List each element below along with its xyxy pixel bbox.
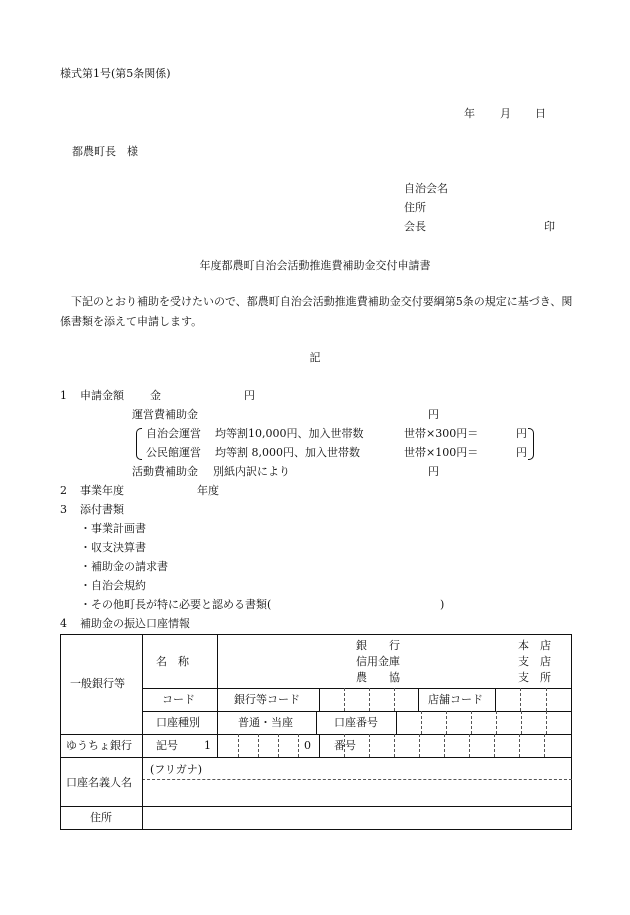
chair-label: 会長 (404, 220, 426, 233)
table-right-border (571, 634, 572, 830)
general-bank-label: 一般銀行等 (70, 677, 125, 690)
attachment-other: ・その他町長が特に必要と認める書類( (80, 598, 272, 611)
form-number: 様式第1号(第5条関係) (60, 67, 171, 80)
body-text: 下記のとおり補助を受けたいので、都農町自治会活動推進費補助金交付要綱第5条の規定に基づき、関係書類を添えて申請します。 (60, 295, 573, 328)
association-name-label: 自治会名 (404, 182, 448, 195)
date-year: 年 (464, 107, 475, 120)
item1-yen: 円 (244, 389, 255, 402)
item2-label: 事業年度 (80, 484, 124, 497)
account-type-label: 口座種別 (156, 716, 200, 729)
operating-subsidy-yen: 円 (428, 408, 439, 421)
row-a-yen: 円 (516, 427, 527, 440)
date-day: 日 (535, 107, 546, 120)
branch-type-branch: 支 店 (518, 655, 551, 668)
item4-label: 補助金の振込口座情報 (80, 617, 190, 630)
account-number-label: 口座番号 (334, 716, 378, 729)
holder-address-label: 住所 (90, 811, 112, 824)
branch-type-sub: 支 所 (518, 671, 551, 684)
item3-label: 添付書類 (80, 503, 124, 516)
attachment-other-close: ) (440, 598, 445, 611)
bank-code-label: 銀行等コード (234, 693, 300, 706)
row-a-households: 世帯×300円＝ (404, 427, 479, 440)
attachment-bylaws: ・自治会規約 (80, 579, 146, 592)
row-a-detail: 均等割10,000円、加入世帯数 (215, 427, 364, 440)
attachment-invoice: ・補助金の請求書 (80, 560, 168, 573)
furigana-label: (フリガナ) (150, 763, 203, 776)
seal-mark: 印 (544, 220, 555, 233)
activity-subsidy-label: 活動費補助金 (132, 465, 198, 478)
item3-number: 3 (60, 503, 67, 516)
bank-account-table (60, 634, 572, 830)
right-bracket (528, 428, 534, 460)
item2-suffix: 年度 (197, 484, 219, 497)
date-month: 月 (500, 107, 511, 120)
kigo-last-digit: 0 (304, 739, 311, 752)
item1-label: 申請金額 (80, 389, 124, 402)
addressee: 都農町長 様 (72, 145, 138, 158)
activity-subsidy-yen: 円 (428, 465, 439, 478)
attachment-settlement: ・収支決算書 (80, 541, 146, 554)
activity-subsidy-detail: 別紙内訳により (213, 465, 290, 478)
kigo-label: 記号 (156, 739, 178, 752)
row-a-label: 自治会運営 (146, 427, 201, 440)
row-b-yen: 円 (516, 446, 527, 459)
code-label: コード (162, 693, 195, 706)
bango-label: 番号 (334, 739, 356, 752)
item4-number: 4 (60, 617, 67, 630)
account-type-value: 普通・当座 (238, 716, 293, 729)
branch-type-main: 本 店 (518, 639, 551, 652)
row-b-label: 公民館運営 (146, 446, 201, 459)
branch-code-label: 店舗コード (428, 693, 483, 706)
kigo-first-digit: 1 (204, 739, 211, 752)
item2-number: 2 (60, 484, 67, 497)
left-bracket (136, 428, 142, 460)
table-bottom-border (60, 829, 572, 830)
address-label: 住所 (404, 201, 426, 214)
document-title: 年度都農町自治会活動推進費補助金交付申請書 (199, 259, 431, 272)
bank-type-bank: 銀 行 (356, 639, 400, 652)
yucho-bank-label: ゆうちょ銀行 (66, 739, 132, 752)
bank-name-label: 名 称 (156, 655, 189, 668)
attachment-business-plan: ・事業計画書 (80, 522, 146, 535)
table-left-border (60, 634, 61, 830)
ki-label: 記 (309, 351, 321, 364)
row-b-households: 世帯×100円＝ (404, 446, 479, 459)
item1-number: 1 (60, 389, 67, 402)
row-b-detail: 均等割 8,000円、加入世帯数 (215, 446, 360, 459)
table-top-border (60, 634, 572, 635)
bank-type-shinkin: 信用金庫 (356, 655, 400, 668)
item1-kin: 金 (150, 389, 161, 402)
bank-type-noukyo: 農 協 (356, 671, 400, 684)
operating-subsidy-label: 運営費補助金 (132, 408, 198, 421)
account-holder-label: 口座名義人名 (66, 776, 132, 789)
